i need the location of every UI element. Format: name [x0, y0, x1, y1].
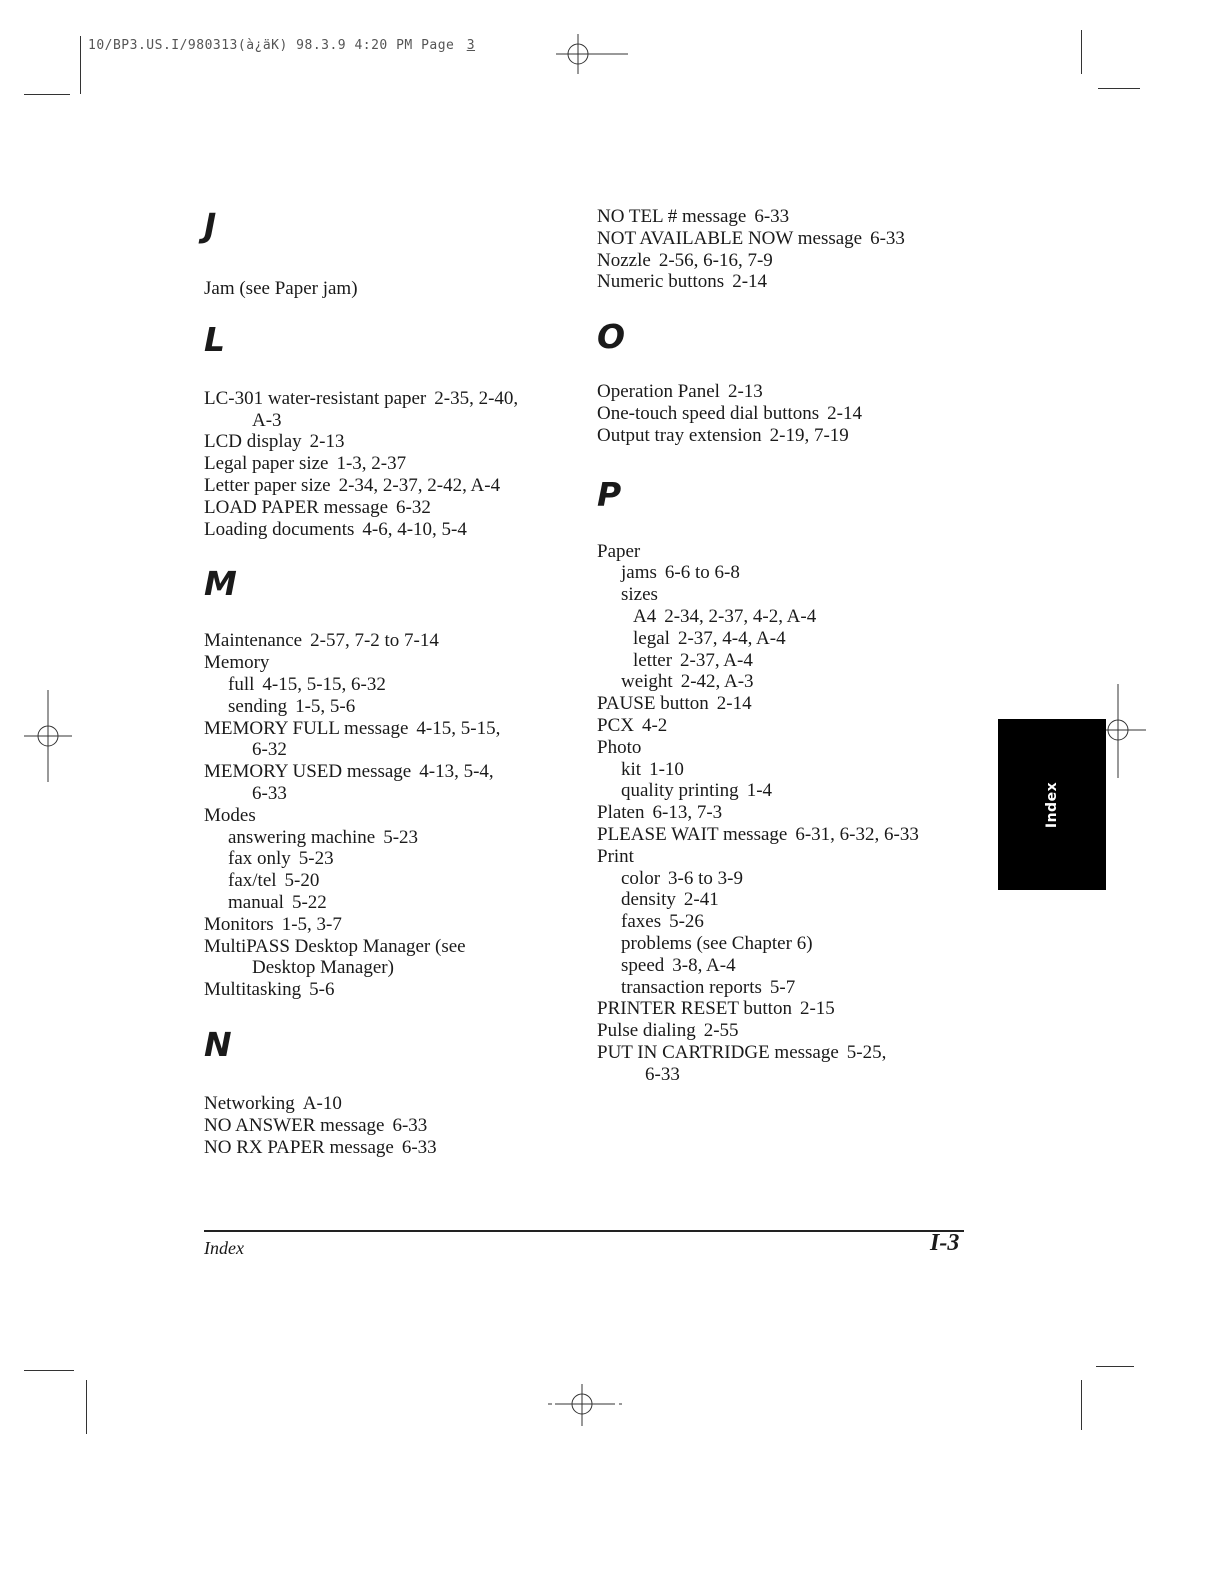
- index-entry: Photo: [597, 736, 642, 758]
- index-entry: Maintenance 2-57, 7-2 to 7-14: [204, 630, 439, 652]
- registration-mark-bottom: [548, 1384, 632, 1426]
- index-entry: MEMORY USED message 4-13, 5-4,: [204, 761, 494, 783]
- registration-mark-left: [24, 690, 72, 782]
- index-subsubentry: legal 2-37, 4-4, A-4: [633, 627, 786, 649]
- thumb-tab-label: Index: [1044, 781, 1060, 829]
- section-letter: O: [597, 317, 626, 357]
- index-subentry: color 3-6 to 3-9: [621, 867, 743, 889]
- index-entry: NOT AVAILABLE NOW message 6-33: [597, 227, 905, 249]
- index-entry: Platen 6-13, 7-3: [597, 802, 723, 824]
- index-entry: Nozzle 2-56, 6-16, 7-9: [597, 249, 773, 271]
- index-entry: One-touch speed dial buttons 2-14: [597, 402, 862, 424]
- index-entry: PRINTER RESET button 2-15: [597, 998, 835, 1020]
- index-entry: Letter paper size 2-34, 2-37, 2-42, A-4: [204, 474, 501, 496]
- index-entry: Memory: [204, 652, 270, 674]
- index-entry: Networking A-10: [204, 1092, 342, 1114]
- index-subentry: fax/tel 5-20: [228, 870, 320, 892]
- index-entry-continuation: 6-33: [645, 1063, 680, 1085]
- index-entry: Multitasking 5-6: [204, 979, 335, 1001]
- index-entry: PCX 4-2: [597, 714, 668, 736]
- index-subsubentry: A4 2-34, 2-37, 4-2, A-4: [633, 605, 817, 627]
- section-letter: P: [597, 474, 622, 514]
- slug-page: 3: [466, 38, 476, 53]
- index-entry: Output tray extension 2-19, 7-19: [597, 424, 849, 446]
- index-entry: MEMORY FULL message 4-15, 5-15,: [204, 717, 501, 739]
- crop-mark-top-right-horizontal: [1098, 88, 1140, 89]
- index-subentry: kit 1-10: [621, 758, 684, 780]
- index-entry: Legal paper size 1-3, 2-37: [204, 453, 407, 475]
- index-subentry: jams 6-6 to 6-8: [621, 562, 740, 584]
- index-entry: Paper: [597, 540, 641, 562]
- index-entry: NO TEL # message 6-33: [597, 206, 790, 227]
- section-letter: M: [204, 564, 237, 604]
- index-subentry: weight 2-42, A-3: [621, 671, 754, 693]
- index-entry: Loading documents 4-6, 4-10, 5-4: [204, 518, 467, 540]
- crop-mark-top-left-horizontal: [24, 94, 70, 95]
- index-entry: PUT IN CARTRIDGE message 5-25,: [597, 1041, 887, 1063]
- index-subentry: sizes: [621, 584, 658, 606]
- index-thumb-tab: [998, 719, 1106, 890]
- footer-page-number: I-3: [930, 1230, 960, 1256]
- index-subentry: problems (see Chapter 6): [621, 932, 813, 954]
- index-section-l: [204, 320, 584, 541]
- crop-mark-bottom-left-horizontal: [24, 1370, 74, 1371]
- index-subsubentry: letter 2-37, A-4: [633, 649, 753, 671]
- index-subentry: quality printing 1-4: [621, 780, 773, 802]
- footer-rule: [204, 1230, 964, 1232]
- index-column-left: [204, 206, 584, 1158]
- index-entry: Pulse dialing 2-55: [597, 1020, 739, 1042]
- index-entry: NO RX PAPER message 6-33: [204, 1136, 437, 1158]
- index-entry: Operation Panel 2-13: [597, 381, 763, 403]
- index-section-p: [597, 475, 977, 1086]
- footer-section-name: Index: [204, 1238, 244, 1258]
- index-subentry: answering machine 5-23: [228, 826, 419, 848]
- index-entry: Print: [597, 845, 634, 867]
- crop-mark-bottom-right-horizontal: [1096, 1366, 1134, 1367]
- index-entry: LCD display 2-13: [204, 431, 345, 453]
- index-section-n: [204, 1025, 584, 1158]
- index-entry: PLEASE WAIT message 6-31, 6-32, 6-33: [597, 823, 919, 845]
- index-section-j: [204, 206, 584, 300]
- registration-mark-top: [556, 34, 628, 74]
- index-entry: NO ANSWER message 6-33: [204, 1114, 428, 1136]
- index-entry: MultiPASS Desktop Manager (see: [204, 935, 466, 957]
- index-section-o: [597, 317, 977, 446]
- index-entry: Numeric buttons 2-14: [597, 271, 768, 293]
- index-subentry: manual 5-22: [228, 891, 327, 913]
- index-entry: Jam (see Paper jam): [204, 278, 358, 299]
- index-subentry: sending 1-5, 5-6: [228, 695, 356, 717]
- index-section-m: [204, 564, 584, 1001]
- print-slug: [88, 38, 475, 53]
- crop-mark-top-left-vertical: [80, 36, 81, 94]
- section-letter: J: [204, 206, 217, 245]
- index-entry: LC-301 water-resistant paper 2-35, 2-40,: [204, 387, 519, 409]
- index-entry-continuation: A-3: [252, 409, 282, 431]
- index-subentry: faxes 5-26: [621, 911, 704, 933]
- index-section-n-continued: [597, 206, 977, 293]
- crop-mark-bottom-left-vertical: [86, 1380, 87, 1434]
- slug-text: 10/BP3.US.I/980313(à¿äK) 98.3.9 4:20 PM Page: [88, 38, 455, 53]
- index-entry: PAUSE button 2-14: [597, 693, 752, 715]
- index-entry: Modes: [204, 804, 256, 826]
- index-entry: Monitors 1-5, 3-7: [204, 913, 342, 935]
- crop-mark-bottom-right-vertical: [1081, 1380, 1082, 1430]
- index-entry-continuation: 6-32: [252, 739, 287, 761]
- index-subentry: transaction reports 5-7: [621, 976, 796, 998]
- index-entry: LOAD PAPER message 6-32: [204, 496, 431, 518]
- index-subentry: fax only 5-23: [228, 848, 334, 870]
- index-subentry: speed 3-8, A-4: [621, 954, 736, 976]
- index-entry-continuation: Desktop Manager): [252, 957, 394, 979]
- section-letter: N: [204, 1024, 232, 1064]
- index-column-right: [597, 206, 977, 1086]
- index-subentry: full 4-15, 5-15, 6-32: [228, 673, 386, 695]
- crop-mark-top-right-vertical: [1081, 30, 1082, 74]
- section-letter: L: [204, 319, 226, 359]
- index-subentry: density 2-41: [621, 889, 719, 911]
- index-entry-continuation: 6-33: [252, 782, 287, 804]
